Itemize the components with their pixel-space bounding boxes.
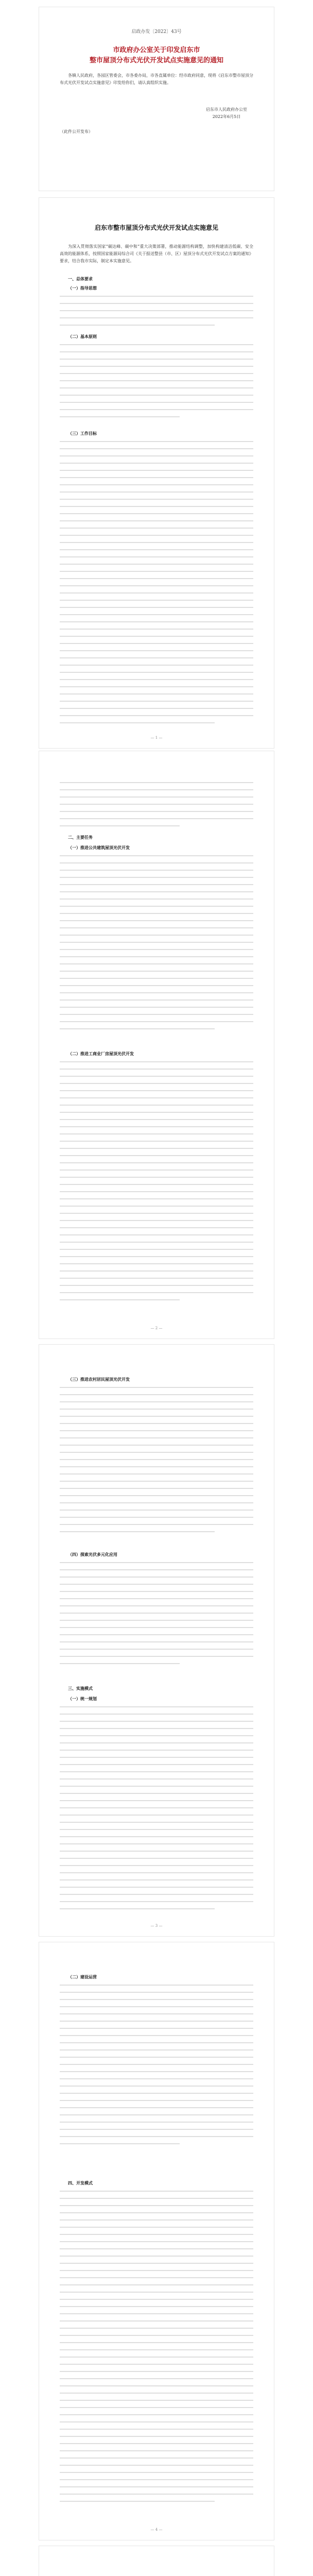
section-2-2-text	[60, 1061, 253, 1307]
section-3-1-heading: （一）统一规划	[68, 1696, 97, 1701]
page-opinion-4	[39, 1942, 274, 2540]
section-2-4-text	[60, 1562, 253, 1670]
notice-title	[39, 45, 274, 66]
notice-signature	[206, 106, 247, 121]
section-3-heading: 三、实施模式	[68, 1686, 93, 1691]
section-1-3-text	[60, 441, 253, 730]
section-1-3-text-cont	[60, 782, 253, 833]
opinion-title: 启东市整市屋顶分布式光伏开发试点实施意见	[94, 224, 218, 231]
section-2-4-heading: （四）探索光伏多元化应用	[68, 1552, 117, 1557]
page-notice	[39, 7, 274, 191]
section-2-3-text	[60, 1387, 253, 1538]
section-4-heading: 四、开发模式	[68, 2180, 93, 2185]
page-number-3: — 3 —	[150, 1924, 163, 1928]
document-number: 启政办发〔2022〕43号	[131, 29, 182, 35]
page-number-4: — 4 —	[150, 2528, 163, 2532]
notice-title-line2: 整市屋顶分布式光伏开发试点实施意见的通知	[89, 57, 223, 64]
page-number-2: — 2 —	[150, 1326, 163, 1330]
page-opinion-2	[39, 751, 274, 1338]
opinion-title-block	[39, 223, 274, 233]
section-2-2-heading: （二）推进工商业厂房屋顶光伏开发	[68, 1051, 134, 1056]
section-1-heading: 一、总体要求	[68, 276, 93, 281]
section-2-1-text	[60, 855, 253, 1036]
notice-title-line1: 市政府办公室关于印发启东市	[113, 46, 200, 54]
disclosure-note: （此件公开发布）	[60, 129, 93, 134]
opinion-intro: 为深入贯彻落实国家“碳达峰、碳中和”重大决策部署，推动能源结构调整，加快构建清洁低碳、安全高效的能源体系，按照国家能源局综合司《关于报送整县（市、区）屋顶分布式光伏开发试点方案的通知》要求，结合我市实际，制定本实施意见。	[60, 244, 253, 263]
section-2-1-heading: （一）推进公共建筑屋顶光伏开发	[68, 845, 130, 850]
page-opinion-3	[39, 1345, 274, 1936]
section-1-2-heading: （二）基本原则	[68, 334, 97, 339]
section-3-1-text	[60, 1706, 253, 1916]
section-2-3-heading: （三）推进农村居民屋顶光伏开发	[68, 1377, 130, 1382]
section-3-2-heading: （二）建设运营	[68, 1974, 97, 1979]
section-1-1-text	[60, 296, 253, 332]
page-number-1: — 1 —	[150, 736, 163, 740]
section-2-heading: 二、主要任务	[68, 835, 93, 840]
section-1-3-heading: （三）工作目标	[68, 431, 97, 436]
page-opinion-5	[39, 2546, 274, 2576]
section-3-2-text	[60, 1985, 253, 2150]
notice-issuer: 启东市人民政府办公室	[206, 107, 247, 112]
notice-body: 各镇人民政府，各园区管委会，市各委办局，市各直属单位：经市政府同意，现将《启东市整市屋顶分布式光伏开发试点实施意见》印发给你们，请认真组织实施。	[60, 73, 253, 85]
page-opinion-1	[39, 198, 274, 748]
section-1-1-heading: （一）指导思想	[68, 285, 97, 291]
section-4-text	[60, 2191, 253, 2508]
notice-date: 2022年6月5日	[212, 114, 241, 119]
section-1-2-text	[60, 344, 253, 423]
